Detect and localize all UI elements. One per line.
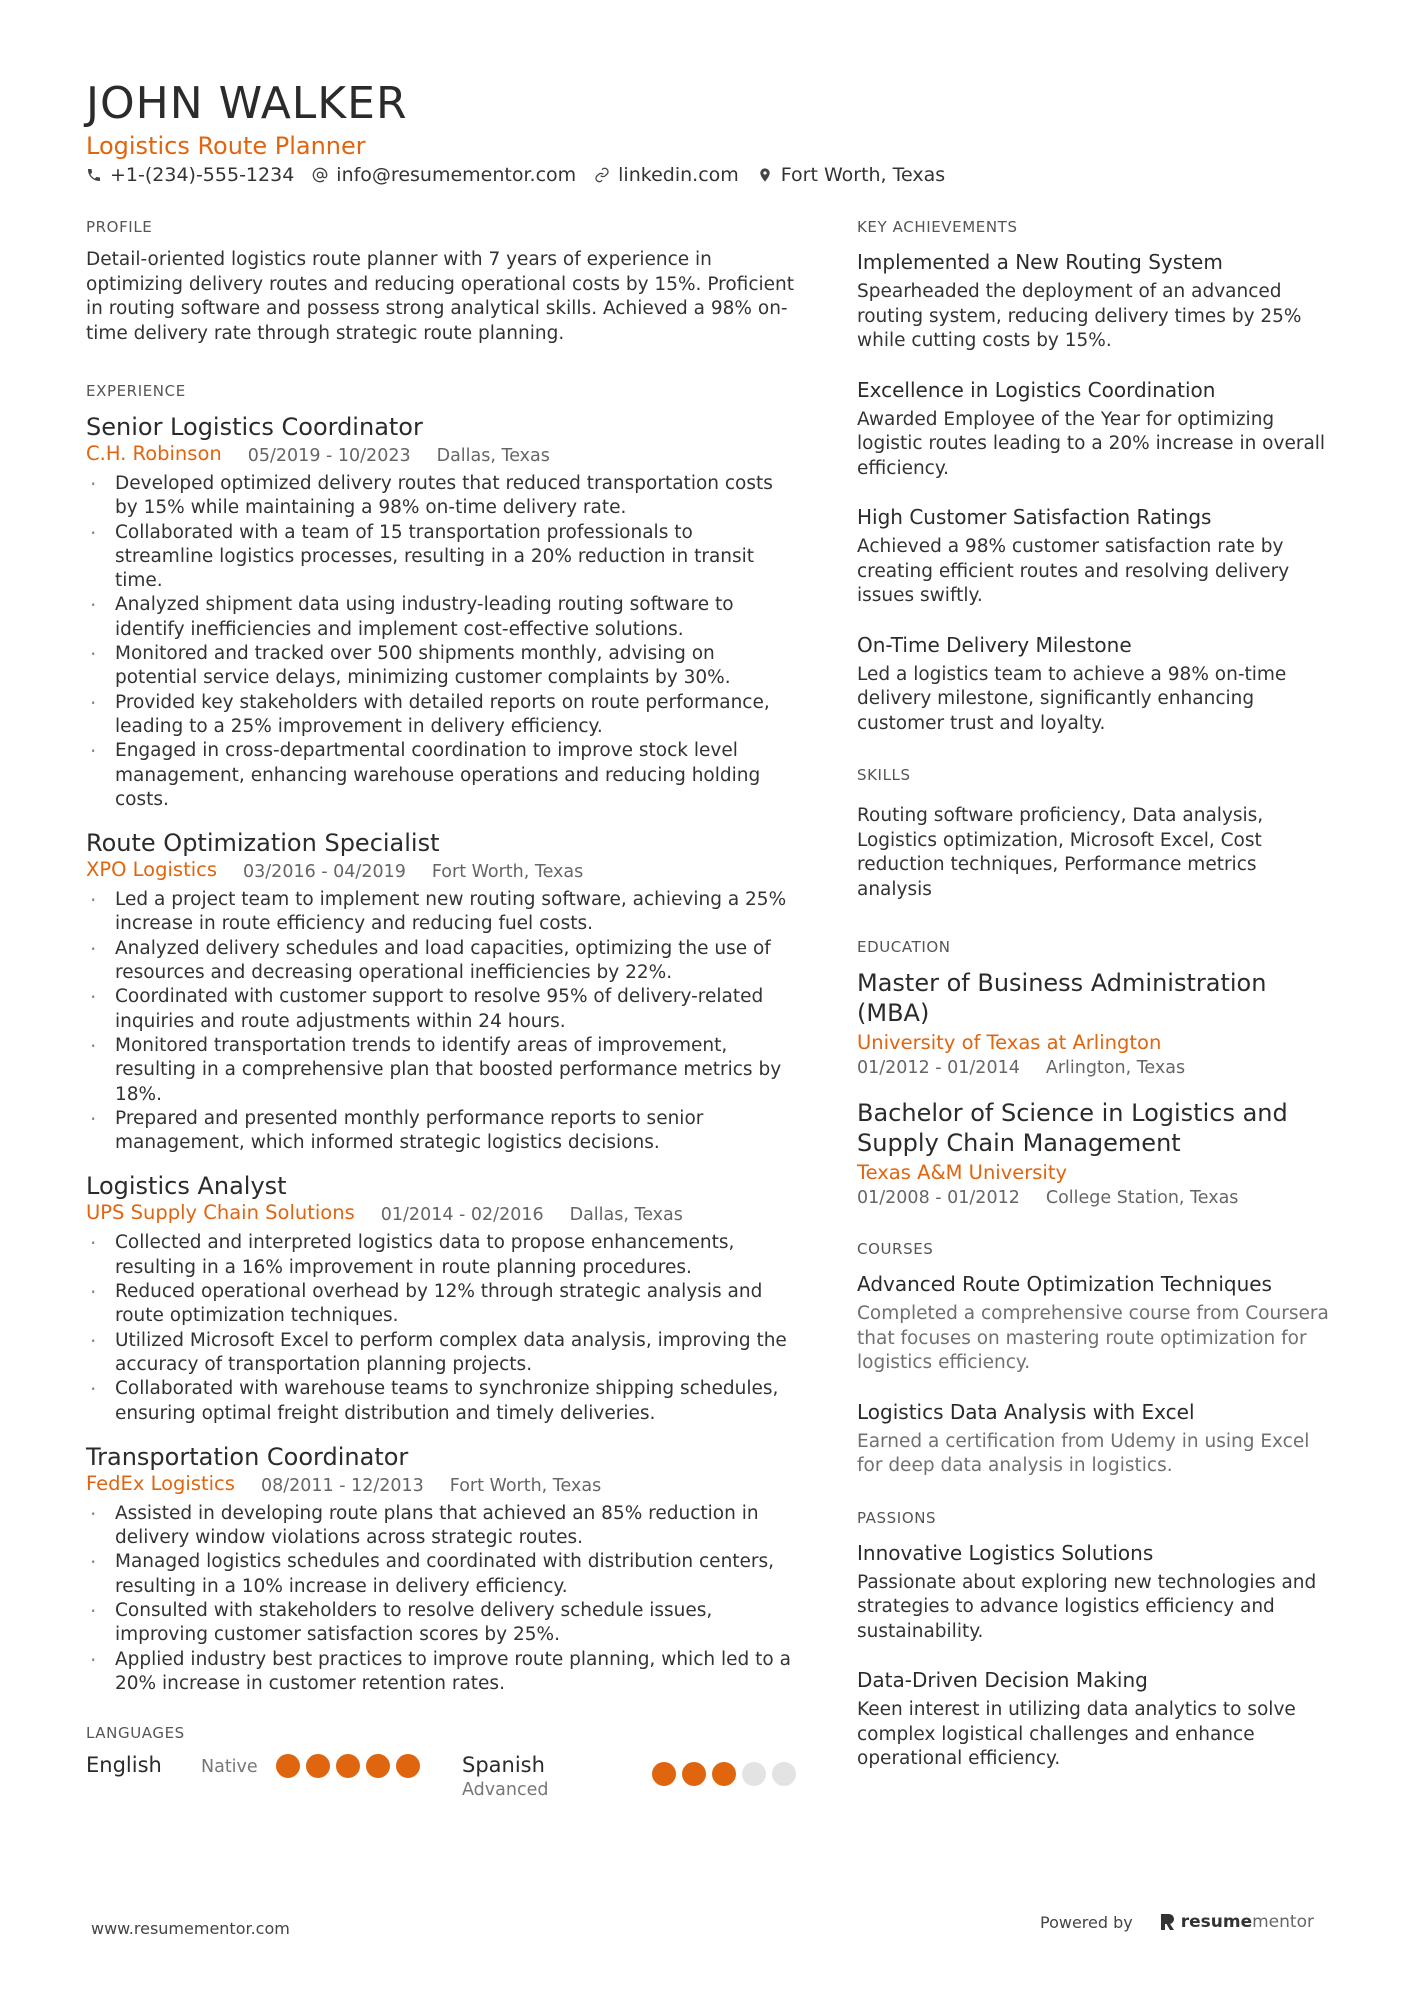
achievement-description: Spearheaded the deployment of an advanced routing system, reducing delivery times by 25% while cutting costs by 15%. <box>857 281 1302 351</box>
education-meta <box>857 1056 1335 1080</box>
job-title: Senior Logistics Coordinator <box>86 413 423 441</box>
language-rating <box>652 1752 796 1786</box>
job-bullets <box>86 888 796 1155</box>
contact-phone[interactable] <box>86 164 294 186</box>
education-list <box>857 968 1335 1210</box>
degree-title: Master of Business Administration (MBA) <box>857 969 1267 1027</box>
bullet-item: · Provided key stakeholders with detailed reports on route performance, leading to a 25% improvement in delivery efficiency. <box>86 691 796 740</box>
rating-dot-filled <box>682 1762 706 1786</box>
languages-row <box>86 1752 796 1802</box>
link-icon <box>594 167 610 183</box>
bullet-item: · Assisted in developing route plans that achieved an 85% reduction in delivery window violations across strategic routes. <box>86 1502 796 1551</box>
company-name: XPO Logistics <box>86 858 218 882</box>
language-level: Native <box>201 1757 258 1778</box>
bullet-item: · Consulted with stakeholders to resolve delivery schedule issues, improving customer satisfaction scores by 25%. <box>86 1599 796 1648</box>
rating-dot-filled <box>336 1754 360 1778</box>
bullet-item: · Engaged in cross-departmental coordination to improve stock level management, enhancing warehouse operations and reducing holding costs. <box>86 739 796 812</box>
languages-section <box>86 1724 796 1802</box>
bullet-item: · Collaborated with warehouse teams to synchronize shipping schedules, ensuring optimal freight distribution and timely deliveries. <box>86 1377 796 1426</box>
course-item <box>857 1398 1335 1479</box>
education-location: College Station, Texas <box>1045 1188 1239 1208</box>
language-spanish <box>462 1752 652 1802</box>
company-name: C.H. Robinson <box>86 442 222 465</box>
education-dates: 01/2012 - 01/2014 <box>857 1058 1020 1078</box>
job-location: Dallas, Texas <box>436 446 550 466</box>
at-icon <box>312 167 328 183</box>
education-section <box>857 938 1335 1210</box>
bullet-item: · Developed optimized delivery routes that reduced transportation costs by 15% while maintaining a 98% on-time delivery rate. <box>86 472 796 521</box>
brand-logo[interactable] <box>1159 1912 1314 1932</box>
powered-by-label: Powered by <box>1040 1912 1133 1932</box>
achievement-title: On-Time Delivery Milestone <box>857 632 1132 657</box>
experience-heading: EXPERIENCE <box>86 382 186 400</box>
job-title: Transportation Coordinator <box>86 1442 409 1471</box>
bullet-item: · Utilized Microsoft Excel to perform complex data analysis, improving the accuracy of transportation planning projects. <box>86 1329 796 1378</box>
job-dates: 01/2014 - 02/2016 <box>380 1205 544 1226</box>
passion-description: Passionate about exploring new technologies and strategies to advance logistics efficiency and sustainability. <box>857 1571 1317 1642</box>
passions-heading: PASSIONS <box>857 1508 937 1527</box>
experience-list <box>86 412 796 1696</box>
language-name: English <box>86 1753 162 1778</box>
bullet-item: · Monitored and tracked over 500 shipments monthly, advising on potential service delays, minimizing customer complaints by 30%. <box>86 642 796 691</box>
candidate-name: JOHN WALKER <box>86 78 408 129</box>
candidate-role: Logistics Route Planner <box>86 132 366 160</box>
bullet-item: · Analyzed delivery schedules and load capacities, optimizing the use of resources and decreasing operational inefficiencies by 22%. <box>86 937 796 986</box>
left-column <box>86 218 796 1838</box>
contact-location <box>757 164 945 186</box>
language-rating <box>276 1752 462 1778</box>
rating-dot-empty <box>772 1762 796 1786</box>
contact-linkedin[interactable] <box>594 164 739 186</box>
job-location: Fort Worth, Texas <box>431 862 584 883</box>
school-name: University of Texas at Arlington <box>857 1031 1162 1054</box>
degree-title: Bachelor of Science in Logistics and Supply Chain Management <box>857 1099 1288 1157</box>
job-meta <box>86 442 796 468</box>
achievement-item <box>857 631 1335 737</box>
bullet-item: · Reduced operational overhead by 12% through strategic analysis and route optimization techniques. <box>86 1280 796 1329</box>
job-dates: 05/2019 - 10/2023 <box>247 446 411 466</box>
job-bullets <box>86 472 796 812</box>
passion-item <box>857 1666 1335 1772</box>
course-description: Completed a comprehensive course from Coursera that focuses on mastering route optimization for logistics efficiency. <box>857 1303 1329 1373</box>
job-dates: 08/2011 - 12/2013 <box>260 1475 424 1496</box>
job-meta <box>86 1201 796 1227</box>
education-meta <box>857 1186 1335 1210</box>
job-title: Route Optimization Specialist <box>86 829 440 858</box>
job-entry <box>86 1171 796 1425</box>
skills-text: Routing software proficiency, Data analysis, Logistics optimization, Microsoft Excel, Cost reduction techniques, Performance metrics analysis <box>857 805 1264 900</box>
bullet-item: · Applied industry best practices to improve route planning, which led to a 20% increase in customer retention rates. <box>86 1648 796 1697</box>
job-meta <box>86 858 796 884</box>
achievement-item <box>857 376 1335 482</box>
phone-icon <box>86 167 102 183</box>
job-bullets <box>86 1231 796 1425</box>
rating-dot-filled <box>396 1754 420 1778</box>
contact-email[interactable] <box>312 164 576 186</box>
brand-bold: resume <box>1180 1912 1253 1932</box>
right-column <box>857 218 1335 1808</box>
bullet-item: · Coordinated with customer support to resolve 95% of delivery-related inquiries and route adjustments within 24 hours. <box>86 985 796 1034</box>
bullet-item: · Monitored transportation trends to identify areas of improvement, resulting in a comprehensive plan that boosted performance metrics by 18%. <box>86 1034 796 1107</box>
profile-section <box>86 218 796 346</box>
footer-powered <box>1040 1912 1314 1932</box>
brand-rest: mentor <box>1252 1912 1314 1932</box>
skills-section <box>857 766 1335 902</box>
location-text: Fort Worth, Texas <box>780 164 946 186</box>
rating-dot-filled <box>652 1762 676 1786</box>
rating-dot-filled <box>276 1754 300 1778</box>
courses-list <box>857 1270 1335 1479</box>
passion-item <box>857 1539 1335 1645</box>
job-entry <box>86 412 796 812</box>
company-name: FedEx Logistics <box>86 1471 235 1495</box>
course-title: Logistics Data Analysis with Excel <box>857 1399 1195 1424</box>
achievement-title: High Customer Satisfaction Ratings <box>857 505 1212 529</box>
bullet-item: · Managed logistics schedules and coordinated with distribution centers, resulting in a 10% increase in delivery efficiency. <box>86 1550 796 1599</box>
achievement-item <box>857 248 1335 354</box>
profile-summary: Detail-oriented logistics route planner with 7 years of experience in optimizing delivery routes and reducing operational costs by 15%. Proficient in routing software and possess strong analytical skills. Achieved a 98% on-time delivery rate through strategic route planning. <box>86 249 794 344</box>
achievement-item <box>857 503 1335 609</box>
passion-description: Keen interest in utilizing data analytics to solve complex logistical challenges and enhance operational efficiency. <box>857 1699 1296 1769</box>
bullet-item: · Led a project team to implement new routing software, achieving a 25% increase in route efficiency and reducing fuel costs. <box>86 888 796 937</box>
education-location: Arlington, Texas <box>1045 1058 1186 1078</box>
achievements-section <box>857 218 1335 736</box>
achievement-description: Awarded Employee of the Year for optimizing logistic routes leading to a 20% increase in overall efficiency. <box>857 408 1326 479</box>
achievement-description: Led a logistics team to achieve a 98% on-time delivery milestone, significantly enhancing customer trust and loyalty. <box>857 663 1287 734</box>
email-text: info@resumementor.com <box>336 164 577 186</box>
courses-section <box>857 1240 1335 1479</box>
rating-dot-filled <box>712 1762 736 1786</box>
bullet-item: · Prepared and presented monthly performance reports to senior management, which informed strategic logistics decisions. <box>86 1107 796 1156</box>
bullet-item: · Collected and interpreted logistics data to propose enhancements, resulting in a 16% improvement in route planning procedures. <box>86 1231 796 1280</box>
languages-heading: LANGUAGES <box>86 1724 185 1743</box>
job-bullets <box>86 1502 796 1696</box>
company-name: UPS Supply Chain Solutions <box>86 1201 355 1225</box>
bullet-item: · Analyzed shipment data using industry-leading routing software to identify inefficiencies and implement cost-effective solutions. <box>86 593 796 642</box>
rating-dot-filled <box>366 1754 390 1778</box>
school-name: Texas A&M University <box>857 1161 1068 1184</box>
resumementor-logo-icon <box>1159 1913 1175 1931</box>
job-meta <box>86 1472 796 1498</box>
course-description: Earned a certification from Udemy in using Excel for deep data analysis in logistics. <box>857 1430 1310 1476</box>
skills-heading: SKILLS <box>857 766 911 784</box>
phone-text: +1-(234)-555-1234 <box>110 164 295 186</box>
achievement-title: Implemented a New Routing System <box>857 250 1223 274</box>
job-title: Logistics Analyst <box>86 1172 287 1201</box>
achievements-list <box>857 248 1335 736</box>
courses-heading: COURSES <box>857 1240 934 1258</box>
achievement-title: Excellence in Logistics Coordination <box>857 377 1216 402</box>
job-entry <box>86 828 796 1155</box>
passion-title: Innovative Logistics Solutions <box>857 1540 1154 1565</box>
passion-title: Data-Driven Decision Making <box>857 1668 1148 1692</box>
rating-dot-filled <box>306 1754 330 1778</box>
achievement-description: Achieved a 98% customer satisfaction rate by creating efficient routes and resolving delivery issues swiftly. <box>857 536 1290 606</box>
education-dates: 01/2008 - 01/2012 <box>857 1188 1020 1208</box>
achievements-heading: KEY ACHIEVEMENTS <box>857 218 1018 236</box>
experience-section <box>86 382 796 1696</box>
job-entry <box>86 1442 796 1696</box>
profile-heading: PROFILE <box>86 218 153 236</box>
education-item <box>857 968 1335 1080</box>
education-heading: EDUCATION <box>857 938 951 956</box>
location-pin-icon <box>757 167 773 183</box>
language-name: Spanish <box>462 1753 545 1778</box>
language-english <box>86 1752 201 1778</box>
job-location: Fort Worth, Texas <box>449 1475 602 1496</box>
contact-bar <box>86 164 945 186</box>
course-item <box>857 1270 1335 1376</box>
bullet-item: · Collaborated with a team of 15 transportation professionals to streamline logistics processes, resulting in a 20% reduction in transit time. <box>86 521 796 594</box>
footer-website[interactable]: www.resumementor.com <box>91 1919 290 1938</box>
education-item <box>857 1098 1335 1210</box>
job-dates: 03/2016 - 04/2019 <box>243 862 406 883</box>
passions-section <box>857 1509 1335 1772</box>
passions-list <box>857 1539 1335 1772</box>
job-location: Dallas, Texas <box>569 1205 683 1226</box>
language-level: Advanced <box>462 1780 549 1801</box>
course-title: Advanced Route Optimization Techniques <box>857 1272 1272 1296</box>
rating-dot-empty <box>742 1762 766 1786</box>
linkedin-text: linkedin.com <box>618 164 739 186</box>
